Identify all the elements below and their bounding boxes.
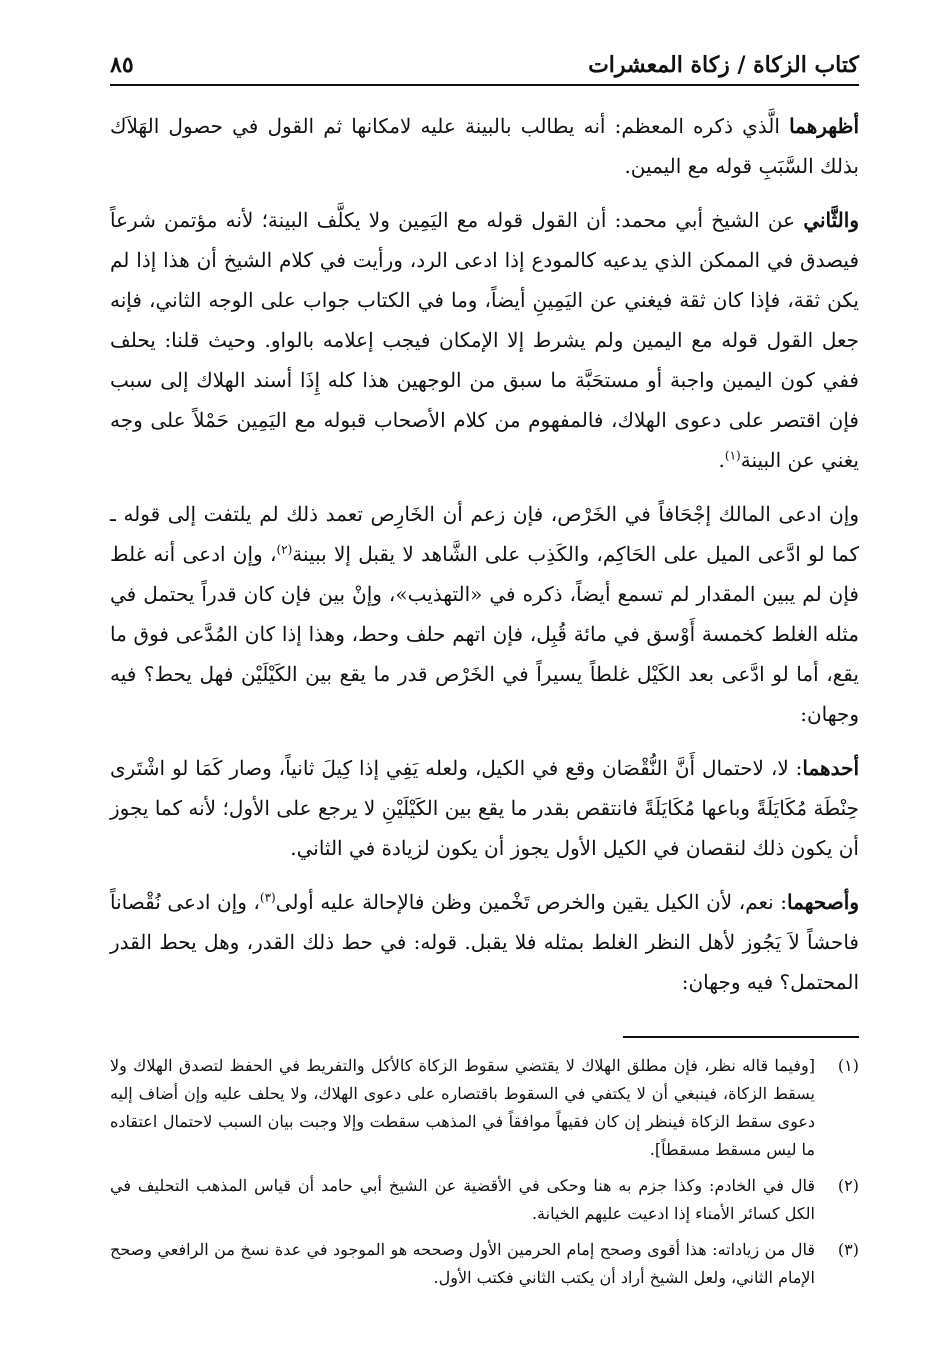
paragraph — [110, 106, 859, 186]
footnote-ref: (١) — [724, 448, 741, 463]
footnote-text: قال في الخادم: وكذا جزم به هنا وحكى في الأقضية عن الشيخ أبي حامد أن قياس المذهب التحليف في الكل كسائر الأمناء إذا ادعيت عليهم الخيانة. — [110, 1176, 815, 1223]
paragraph-text: عن الشيخ أبي محمد: أن القول قوله مع اليَمِين ولا يكلَّف البينة؛ لأنه مؤتمن شرعاً فيصدق في الممكن الذي يدعيه كالمودع إذا ادعى الرد، ورأيت في كلام الشيخ أن هذا إذا لم يكن ثقة، فإذا كان ثقة فيغني عن اليَمِينِ أيضاً، وما في الكتاب جواب على الوجه الثاني، فإنه جعل القول قوله مع اليمين ولم يشرط إلا الإمكان فيجب إعلامه بالواو. وحيث قلنا: يحلف ففي كون اليمين واجبة أو مستحَبَّة ما سبق من الوجهين هذا كله إِذَا أسند الهلاك إلى سبب فإن اقتصر على دعوى الهلاك، فالمفهوم من كلام الأصحاب قبوله مع اليَمِين حَمْلاً على وجه يغني عن البينة — [110, 208, 859, 472]
paragraph-lead: أحدهما — [802, 756, 859, 780]
paragraph-lead: أظهرهما — [789, 114, 859, 138]
footnote-ref: (٣) — [259, 890, 276, 905]
paragraph-text: : نعم، لأن الكيل يقين والخرص تَخْمين وظن فالإحالة عليه أولى — [275, 890, 788, 914]
footnote-number: (٣) — [837, 1240, 859, 1259]
paragraph — [110, 748, 859, 868]
paragraph-tail: ، وإن ادعى نُقْصاناً فاحشاً لاَ يَجُوز لأهل النظر الغلط بمثله فلا يقبل. قوله: في حط ذلك القدر، وهل يحط القدر المحتمل؟ فيه وجهان: — [110, 890, 859, 994]
paragraph-lead: والثَّاني — [803, 208, 859, 232]
paragraph — [110, 494, 859, 734]
footnote-number: (١) — [837, 1056, 859, 1075]
page-number: ٨٥ — [110, 52, 134, 78]
footnote-ref: (٢) — [276, 542, 293, 557]
footnote — [110, 1052, 859, 1164]
footnote-number: (٢) — [837, 1176, 859, 1195]
paragraph-lead: وأصحهما — [787, 890, 859, 914]
paragraph-tail: . — [718, 448, 725, 472]
footnote-text: [وفيما قاله نظر، فإن مطلق الهلاك لا يقتضي سقوط الزكاة كالأكل والتفريط في الحفظ لتصدق الهلاك ولا يسقط الزكاة، فينبغي أن لا يكتفي في السقوط باقتصاره على دعوى الهلاك، ولا يحلف عليه وإن أضاف إليه دعوى سقط الزكاة فينظر إن كان فقيهاً موافقاً في المذهب سقطت وإلا وجبت بيان السبب لاحتمال اعتقاده ما ليس مسقط مسقطاً]. — [110, 1056, 815, 1159]
footnote — [110, 1236, 859, 1292]
footnote — [110, 1172, 859, 1228]
paragraph-text: : لا، لاحتمال أَنَّ النُّقْصَان وقع في الكيل، ولعله يَفِي إذا كِيلَ ثانياً، وصار كَمَا لو اشْتَرى حِنْطَة مُكَايَلَةً وباعها مُكَايَلَةً فانتقص بقدر ما يقع بين الكَيْلَيْنِ لا يرجع على الأول؛ لأنه كما يجوز أن يكون ذلك لنقصان في الكيل الأول يجوز أن يكون لزيادة في الثاني. — [110, 756, 859, 860]
paragraph-tail: ، وإن ادعى أنه غلط فإن لم يبين المقدار لم تسمع أيضاً، ذكره في «التهذيب»، وإنْ بين فإن كان قدراً يحتمل في مثله الغلط كخمسة أَوْسق في مائة قُبِل، فإن اتهم حلف وحط، وهذا إذا كان المُدَّعى فوق ما يقع، أما لو ادَّعى بعد الكَيْل غلطاً يسيراً في الخَرْص قدر ما يقع بين الكَيْلَيْن فهل يحط؟ فيه وجهان: — [110, 542, 859, 726]
running-title: كتاب الزكاة / زكاة المعشرات — [588, 52, 859, 78]
running-header — [110, 40, 859, 86]
paragraph-text: وإن ادعى المالك إجْحَافاً في الخَرْص، فإن زعم أن الخَارِص تعمد ذلك لم يلتفت إلى قوله ـ كما لو ادَّعى الميل على الحَاكِم، والكَذِب على الشَّاهد لا يقبل إلا ببينة — [110, 502, 860, 566]
paragraph — [110, 882, 859, 1002]
paragraph-text: الَّذي ذكره المعظم: أنه يطالب بالبينة عليه لامكانها ثم القول في حصول الهَلاَك بذلك السَّبَبِ قوله مع اليمين. — [110, 114, 859, 178]
footnote-divider — [623, 1036, 859, 1038]
paragraph — [110, 200, 859, 480]
footnote-text: قال من زياداته: هذا أقوى وصحح إمام الحرمين الأول وصححه هو الموجود في عدة نسخ من الرافعي وصحح الإمام الثاني، ولعل الشيخ أراد أن يكتب الثاني فكتب الأول. — [110, 1240, 815, 1287]
